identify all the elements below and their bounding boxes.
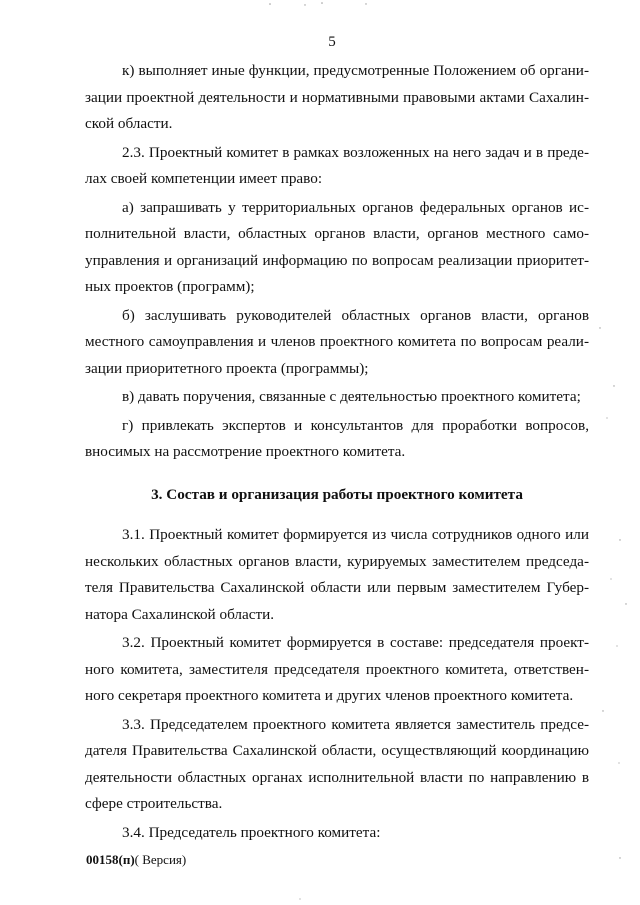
paragraph-3-1: 3.1. Проектный комитет формируется из числа сотрудников одного или нескольких областных органов власти, курируемых заместителем председателя Правительства Сахалинской области или первым заместителем Губернатора Сахалинской области. bbox=[85, 526, 589, 623]
document-version: ( Версия) bbox=[134, 852, 187, 867]
paragraph-3-2: 3.2. Проектный комитет формируется в составе: председателя проектного комитета, заместителя председателя проектного комитета, ответственного секретаря проектного комитета и других членов проектного комитета. bbox=[85, 634, 589, 704]
paragraph-3-3: 3.3. Председателем проектного комитета является заместитель председателя Правительства Сахалинской области, осуществляющий координацию деятельности областных органах исполнительной власти по направлению в сфере строительства. bbox=[85, 715, 589, 812]
paragraph-b: б) заслушивать руководителей областных органов власти, органов местного самоуправления и членов проектного комитета по вопросам реализации приоритетного проекта (программы); bbox=[85, 306, 589, 377]
paragraph-2-3: 2.3. Проектный комитет в рамках возложенных на него задач и в пределах своей компетенции имеет право: bbox=[85, 143, 589, 187]
paragraph-k: к) выполняет иные функции, предусмотренные Положением об организации проектной деятельности и нормативными правовыми актами Сахалинской области. bbox=[85, 62, 589, 132]
paragraph-3-4: 3.4. Председатель проектного комитета: bbox=[122, 823, 381, 841]
document-body bbox=[85, 58, 589, 848]
paragraph-g: г) привлекать экспертов и консультантов для проработки вопросов, вносимых на рассмотрение проектного комитета. bbox=[85, 416, 589, 460]
page-number: 5 bbox=[328, 34, 336, 50]
document-code: 00158(п) bbox=[86, 852, 135, 867]
paragraph-v: в) давать поручения, связанные с деятельностью проектного комитета; bbox=[122, 388, 581, 405]
section-heading: 3. Состав и организация работы проектного комитета bbox=[151, 485, 523, 503]
page-footer bbox=[86, 852, 186, 868]
paragraph-a: а) запрашивать у территориальных органов федеральных органов исполнительной власти, областных органов власти, органов местного самоуправления и организаций информацию по вопросам реализации приоритетных проектов (программ); bbox=[85, 198, 589, 295]
